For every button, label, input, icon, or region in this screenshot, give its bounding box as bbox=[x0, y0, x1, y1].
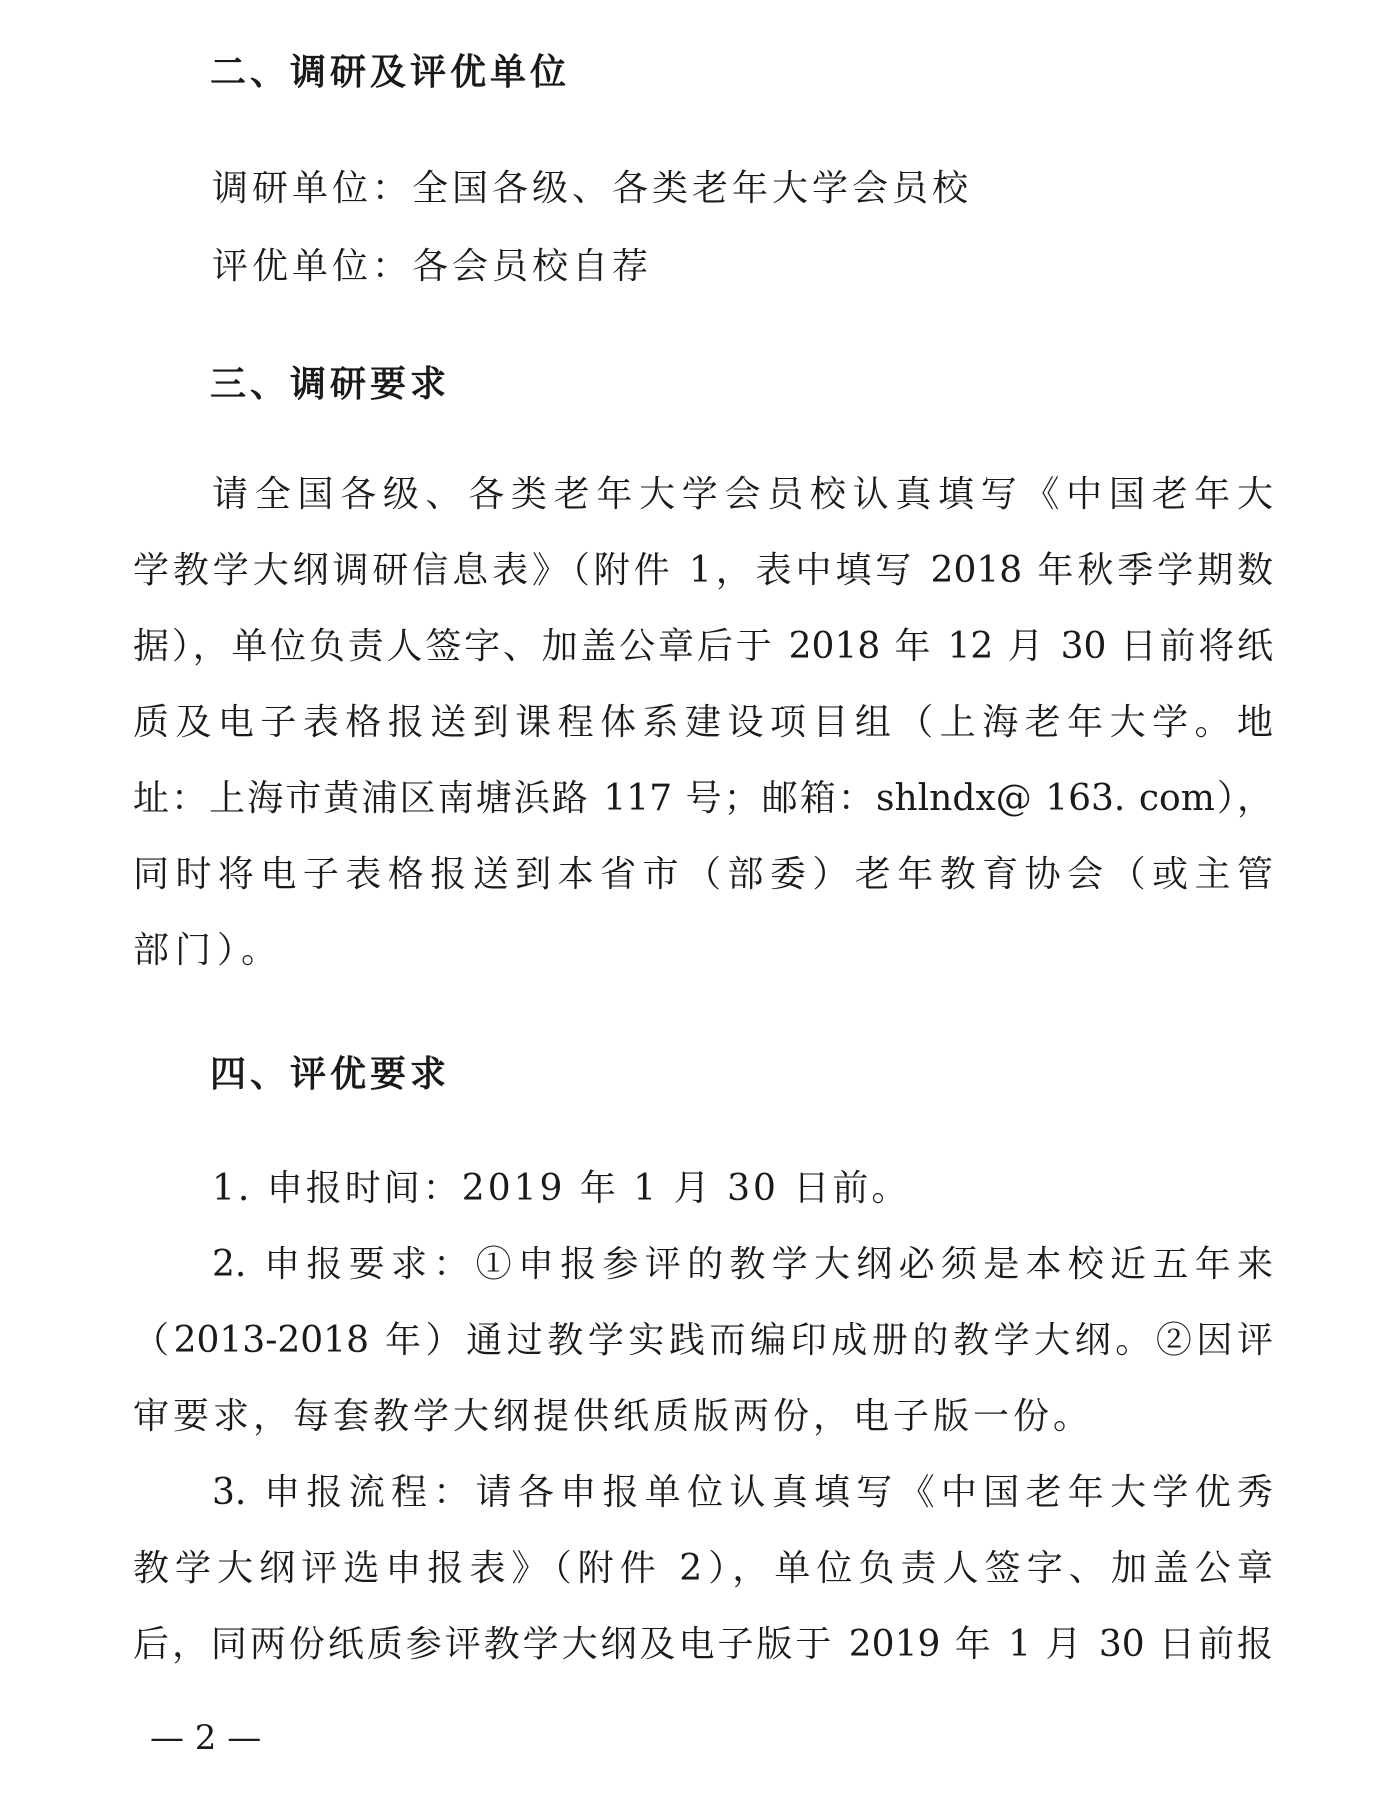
item-2-line-1: 2. 申报要求：①申报参评的教学大纲必须是本校近五年来 bbox=[212, 1244, 1273, 1285]
section-3-line-1: 请全国各级、各类老年大学会员校认真填写《中国老年大 bbox=[212, 474, 1273, 515]
item-3-line-3: 后，同两份纸质参评教学大纲及电子版于 2019 年 1 月 30 日前报 bbox=[133, 1624, 1273, 1665]
page-number: — 2 — bbox=[150, 1718, 262, 1758]
section-3-line-3: 据），单位负责人签字、加盖公章后于 2018 年 12 月 30 日前将纸 bbox=[133, 626, 1273, 667]
section-3-line-4: 质及电子表格报送到课程体系建设项目组（上海老年大学。地 bbox=[133, 702, 1273, 743]
item-2-line-3: 审要求，每套教学大纲提供纸质版两份，电子版一份。 bbox=[133, 1396, 1094, 1437]
section-3-line-2: 学教学大纲调研信息表》（附件 1，表中填写 2018 年秋季学期数 bbox=[133, 550, 1273, 591]
item-2-line-2: （2013-2018 年）通过教学实践而编印成册的教学大纲。②因评 bbox=[133, 1320, 1273, 1361]
item-3-line-2: 教学大纲评选申报表》（附件 2），单位负责人签字、加盖公章 bbox=[133, 1548, 1273, 1589]
survey-units-line: 调研单位：全国各级、各类老年大学会员校 bbox=[212, 168, 973, 209]
section-3-line-5: 址：上海市黄浦区南塘浜路 117 号；邮箱：shlndx@ 163. com）， bbox=[133, 778, 1273, 819]
award-units-line: 评优单位：各会员校自荐 bbox=[212, 246, 653, 287]
section-3-line-6: 同时将电子表格报送到本省市（部委）老年教育协会（或主管 bbox=[133, 854, 1273, 895]
item-3-line-1: 3. 申报流程：请各申报单位认真填写《中国老年大学优秀 bbox=[212, 1472, 1273, 1513]
section-4-heading: 四、评优要求 bbox=[210, 1054, 451, 1095]
section-2-heading: 二、调研及评优单位 bbox=[210, 52, 571, 93]
section-3-line-7: 部门）。 bbox=[133, 930, 284, 971]
item-1-line: 1. 申报时间：2019 年 1 月 30 日前。 bbox=[212, 1168, 911, 1209]
section-3-heading: 三、调研要求 bbox=[210, 364, 451, 405]
